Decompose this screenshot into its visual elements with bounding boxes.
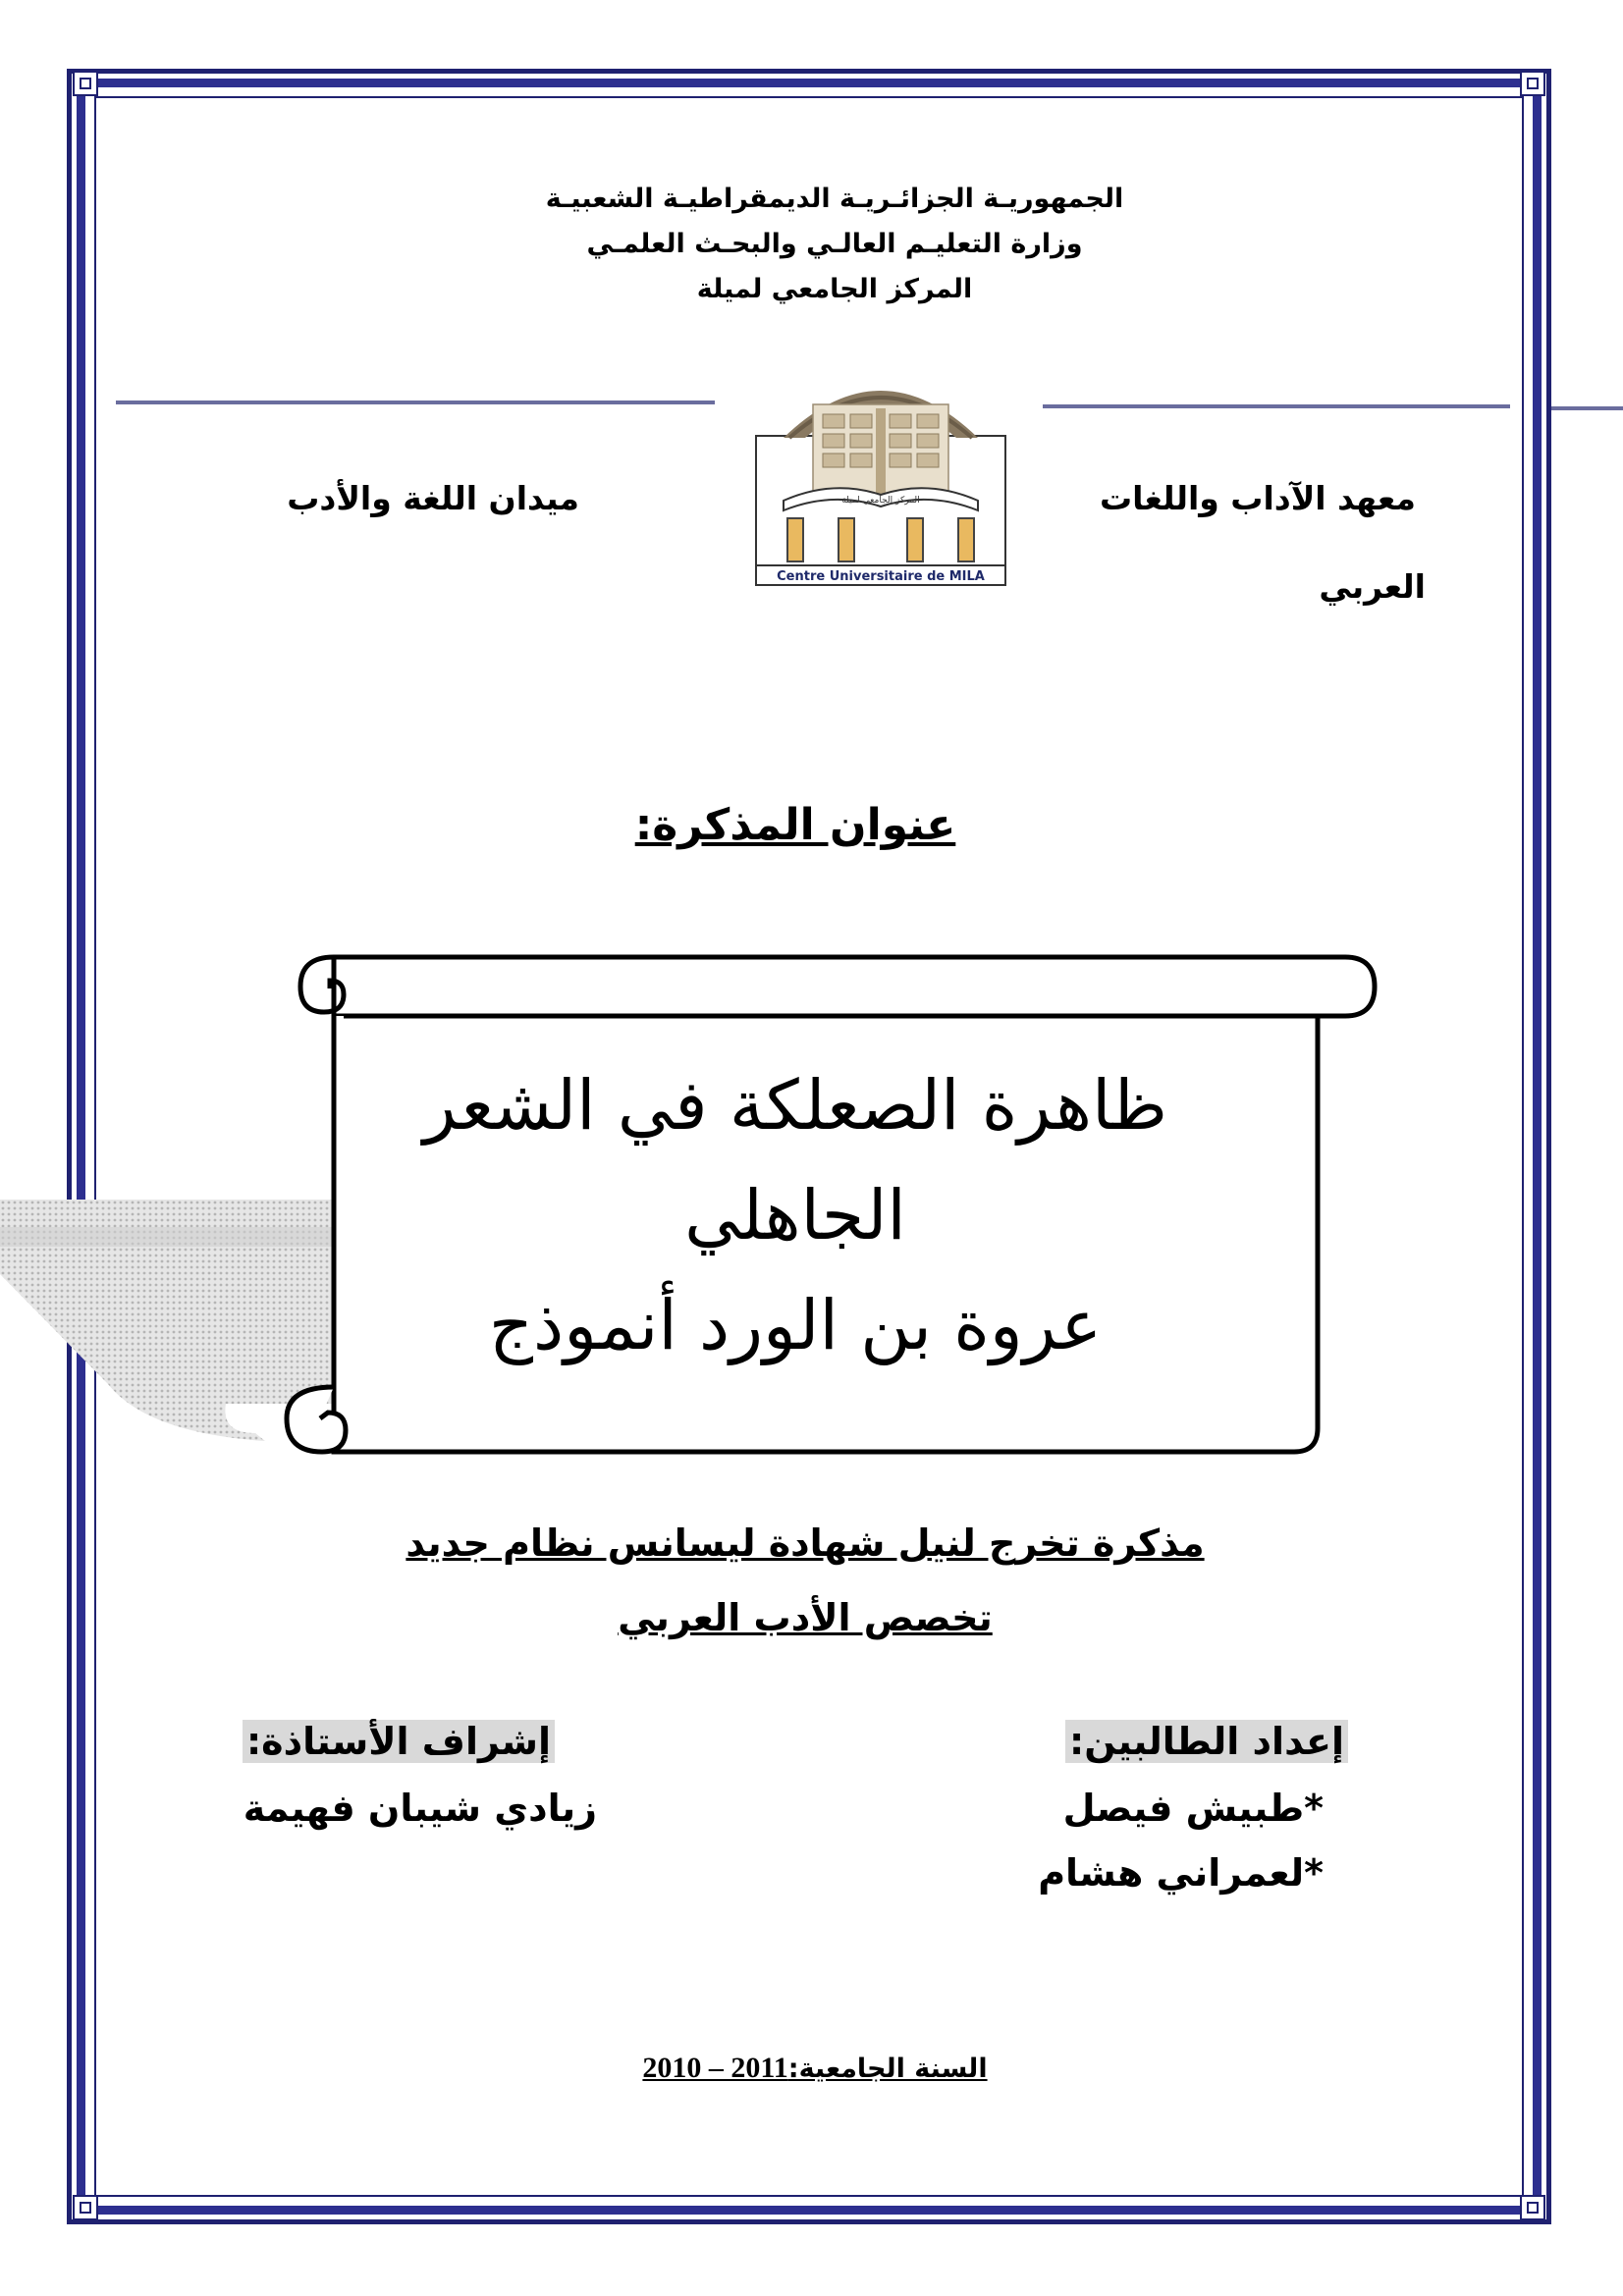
academic-year [589,2052,1041,2085]
student-name-2: *لعمراني هشام [1038,1851,1324,1895]
header-rule-left [116,400,715,404]
supervisor-label: إشراف الأستاذة: [243,1720,555,1763]
university-building-logo-icon [754,363,1007,587]
republic-heading: الجمهوريـة الجزائـريـة الديمقراطيـة الشعبيـة [545,184,1124,214]
student-name-1: *طبيش فيصل [1062,1787,1324,1830]
ministry-heading: وزارة التعليـم العالـي والبحـث العلمـي [586,229,1083,259]
university-logo [754,363,1007,587]
frame-corner-bottom-left [73,2195,98,2220]
thesis-title-line-3: عروة بن الورد أنموذج [488,1285,1103,1365]
thesis-title-label: عنوان المذكرة: [634,800,956,850]
header-rule-right [1043,404,1510,408]
academic-year-value: 2010 – 2011 [642,2052,788,2084]
institute-label: معهد الآداب واللغات [1099,479,1416,517]
frame-corner-bottom-right [1520,2195,1545,2220]
degree-line-1: مذكرة تخرج لنيل شهادة ليسانس نظام جديد [406,1522,1205,1565]
thesis-title [295,1050,1296,1380]
frame-corner-top-right [1520,71,1545,96]
field-continued-label: العربي [1319,567,1426,606]
degree-line-2: تخصص الأدب العربي [618,1596,993,1639]
students-label: إعداد الطالبين: [1065,1720,1348,1763]
academic-year-label: السنة الجامعية: [787,2054,988,2084]
header-rule-overflow [1551,406,1623,410]
supervisor-name: زيادي شيبان فهيمة [243,1787,597,1830]
field-label: ميدان اللغة والأدب [287,479,579,517]
center-heading: المركز الجامعي لميلة [696,274,973,304]
svg-text:المركز الجامعي لميلة: المركز الجامعي لميلة [841,496,920,506]
thesis-title-line-2: الجاهلي [684,1175,906,1255]
frame-corner-top-left [73,71,98,96]
logo-caption: Centre Universitaire de MILA [777,569,985,584]
thesis-title-line-1: ظاهرة الصعلكة في الشعر [422,1065,1168,1146]
